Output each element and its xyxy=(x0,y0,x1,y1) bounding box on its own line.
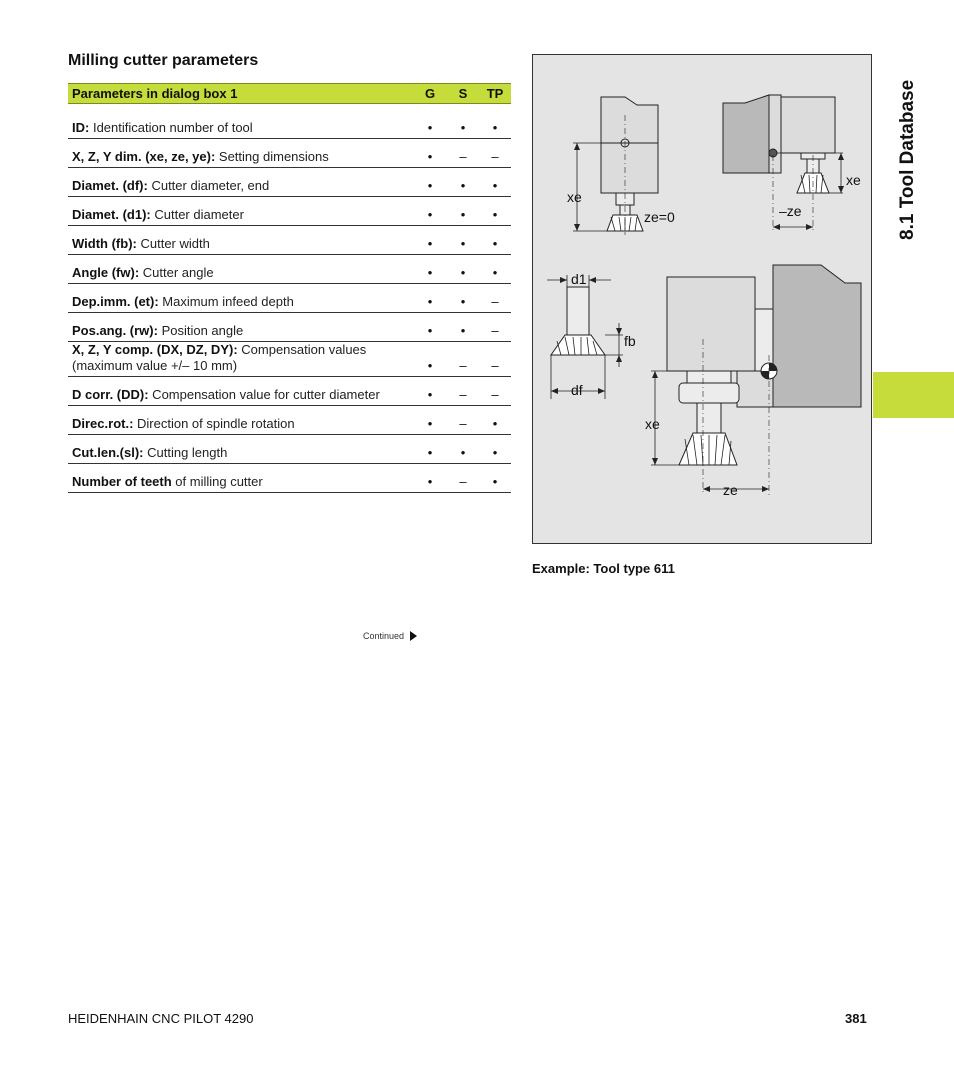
availability-s: • xyxy=(447,313,479,342)
availability-g: • xyxy=(413,284,447,313)
table-row xyxy=(68,255,511,284)
table-row xyxy=(68,168,511,197)
table-row xyxy=(68,226,511,255)
availability-g: • xyxy=(413,110,447,139)
parameter-cell xyxy=(68,284,413,313)
availability-tp: – xyxy=(479,377,511,406)
parameter-name: Direc.rot.: xyxy=(72,416,134,431)
parameter-name: Pos.ang. (rw): xyxy=(72,323,158,338)
availability-s: – xyxy=(447,139,479,168)
side-section-title-text: 8.1 Tool Database xyxy=(897,79,918,240)
table-row xyxy=(68,197,511,226)
availability-s: – xyxy=(447,406,479,435)
availability-g: • xyxy=(413,255,447,284)
page-number: 381 xyxy=(845,1011,867,1026)
availability-g: • xyxy=(413,377,447,406)
parameter-cell xyxy=(68,342,413,377)
label-xe-bottom: xe xyxy=(645,416,660,432)
parameter-description: Identification number of tool xyxy=(89,120,253,135)
cutter-dimension-view xyxy=(547,275,623,399)
footer-product: HEIDENHAIN CNC PILOT 4290 xyxy=(68,1011,254,1026)
parameter-name: Dep.imm. (et): xyxy=(72,294,159,309)
parameter-name: X, Z, Y dim. (xe, ze, ye): xyxy=(72,149,216,164)
section-title: Milling cutter parameters xyxy=(68,52,259,69)
parameter-description: Cutter diameter xyxy=(150,207,244,222)
availability-s: • xyxy=(447,226,479,255)
availability-g: • xyxy=(413,313,447,342)
tool-diagram xyxy=(533,55,871,543)
header-s: S xyxy=(447,84,479,104)
header-parameters: Parameters in dialog box 1 xyxy=(68,84,413,104)
availability-g: • xyxy=(413,168,447,197)
availability-tp: • xyxy=(479,110,511,139)
parameter-cell xyxy=(68,377,413,406)
availability-s: • xyxy=(447,168,479,197)
availability-tp: • xyxy=(479,226,511,255)
parameter-cell xyxy=(68,406,413,435)
parameter-description: Direction of spindle rotation xyxy=(133,416,295,431)
availability-tp: – xyxy=(479,313,511,342)
header-tp: TP xyxy=(479,84,511,104)
availability-s: – xyxy=(447,342,479,377)
parameter-name: Width (fb): xyxy=(72,236,137,251)
availability-s: – xyxy=(447,464,479,493)
table-row xyxy=(68,435,511,464)
bottom-right-holder xyxy=(651,265,861,495)
parameter-description: Position angle xyxy=(157,323,244,338)
continued-note xyxy=(363,631,417,641)
tool-figure xyxy=(532,54,872,544)
parameter-cell xyxy=(68,139,413,168)
side-section-title xyxy=(897,80,925,240)
parameter-name: D corr. (DD): xyxy=(72,387,149,402)
availability-s: • xyxy=(447,284,479,313)
parameter-description: Cutter diameter, end xyxy=(147,178,270,193)
label-xe-right: xe xyxy=(846,172,861,188)
table-header-row xyxy=(68,84,511,104)
table-row xyxy=(68,342,511,377)
availability-g: • xyxy=(413,226,447,255)
availability-tp: • xyxy=(479,406,511,435)
table-body xyxy=(68,104,511,493)
table-row xyxy=(68,139,511,168)
availability-s: • xyxy=(447,255,479,284)
label-minus-ze: –ze xyxy=(779,203,802,219)
parameter-description: Cutter angle xyxy=(139,265,214,280)
availability-tp: • xyxy=(479,255,511,284)
table-row xyxy=(68,284,511,313)
table-row xyxy=(68,313,511,342)
parameter-description: Cutting length xyxy=(143,445,228,460)
availability-tp: • xyxy=(479,435,511,464)
parameter-cell xyxy=(68,313,413,342)
label-ze0: ze=0 xyxy=(644,209,675,225)
availability-g: • xyxy=(413,406,447,435)
label-ze-bottom: ze xyxy=(723,482,738,498)
table-row xyxy=(68,110,511,139)
parameter-cell xyxy=(68,197,413,226)
parameter-description: Compensation values xyxy=(237,342,367,357)
availability-g: • xyxy=(413,435,447,464)
availability-g: • xyxy=(413,139,447,168)
availability-s: – xyxy=(447,377,479,406)
parameter-name: Diamet. (df): xyxy=(72,178,148,193)
parameter-name: Diamet. (d1): xyxy=(72,207,151,222)
availability-tp: – xyxy=(479,284,511,313)
parameter-description: Compensation value for cutter diameter xyxy=(148,387,380,402)
label-fb: fb xyxy=(624,333,636,349)
parameters-table xyxy=(68,83,511,493)
parameter-description: Setting dimensions xyxy=(215,149,329,164)
availability-s: • xyxy=(447,197,479,226)
parameter-name: Number of teeth xyxy=(72,474,172,489)
parameter-cell xyxy=(68,110,413,139)
figure-caption: Example: Tool type 611 xyxy=(532,561,675,576)
label-xe-left: xe xyxy=(567,189,582,205)
table-row xyxy=(68,406,511,435)
triangle-right-icon xyxy=(410,631,417,641)
parameter-description: of milling cutter xyxy=(171,474,263,489)
table-row xyxy=(68,464,511,493)
continued-label: Continued xyxy=(363,631,405,641)
label-df: df xyxy=(571,382,583,398)
availability-tp: • xyxy=(479,168,511,197)
parameter-description: Cutter width xyxy=(136,236,210,251)
availability-tp: – xyxy=(479,342,511,377)
availability-g: • xyxy=(413,342,447,377)
availability-g: • xyxy=(413,197,447,226)
parameter-name: Angle (fw): xyxy=(72,265,140,280)
parameter-description-extra: (maximum value +/– 10 mm) xyxy=(72,358,238,373)
parameter-cell xyxy=(68,435,413,464)
parameter-name: ID: xyxy=(72,120,90,135)
availability-tp: – xyxy=(479,139,511,168)
availability-g: • xyxy=(413,464,447,493)
availability-s: • xyxy=(447,435,479,464)
header-g: G xyxy=(413,84,447,104)
section-tab-marker xyxy=(873,372,954,418)
label-d1: d1 xyxy=(571,271,587,287)
parameter-description: Maximum infeed depth xyxy=(158,294,294,309)
table-row xyxy=(68,377,511,406)
parameter-cell xyxy=(68,168,413,197)
parameter-cell xyxy=(68,255,413,284)
availability-tp: • xyxy=(479,464,511,493)
parameter-cell xyxy=(68,226,413,255)
availability-s: • xyxy=(447,110,479,139)
availability-tp: • xyxy=(479,197,511,226)
parameter-name: X, Z, Y comp. (DX, DZ, DY): xyxy=(72,342,238,357)
parameter-name: Cut.len.(sl): xyxy=(72,445,144,460)
parameter-cell xyxy=(68,464,413,493)
